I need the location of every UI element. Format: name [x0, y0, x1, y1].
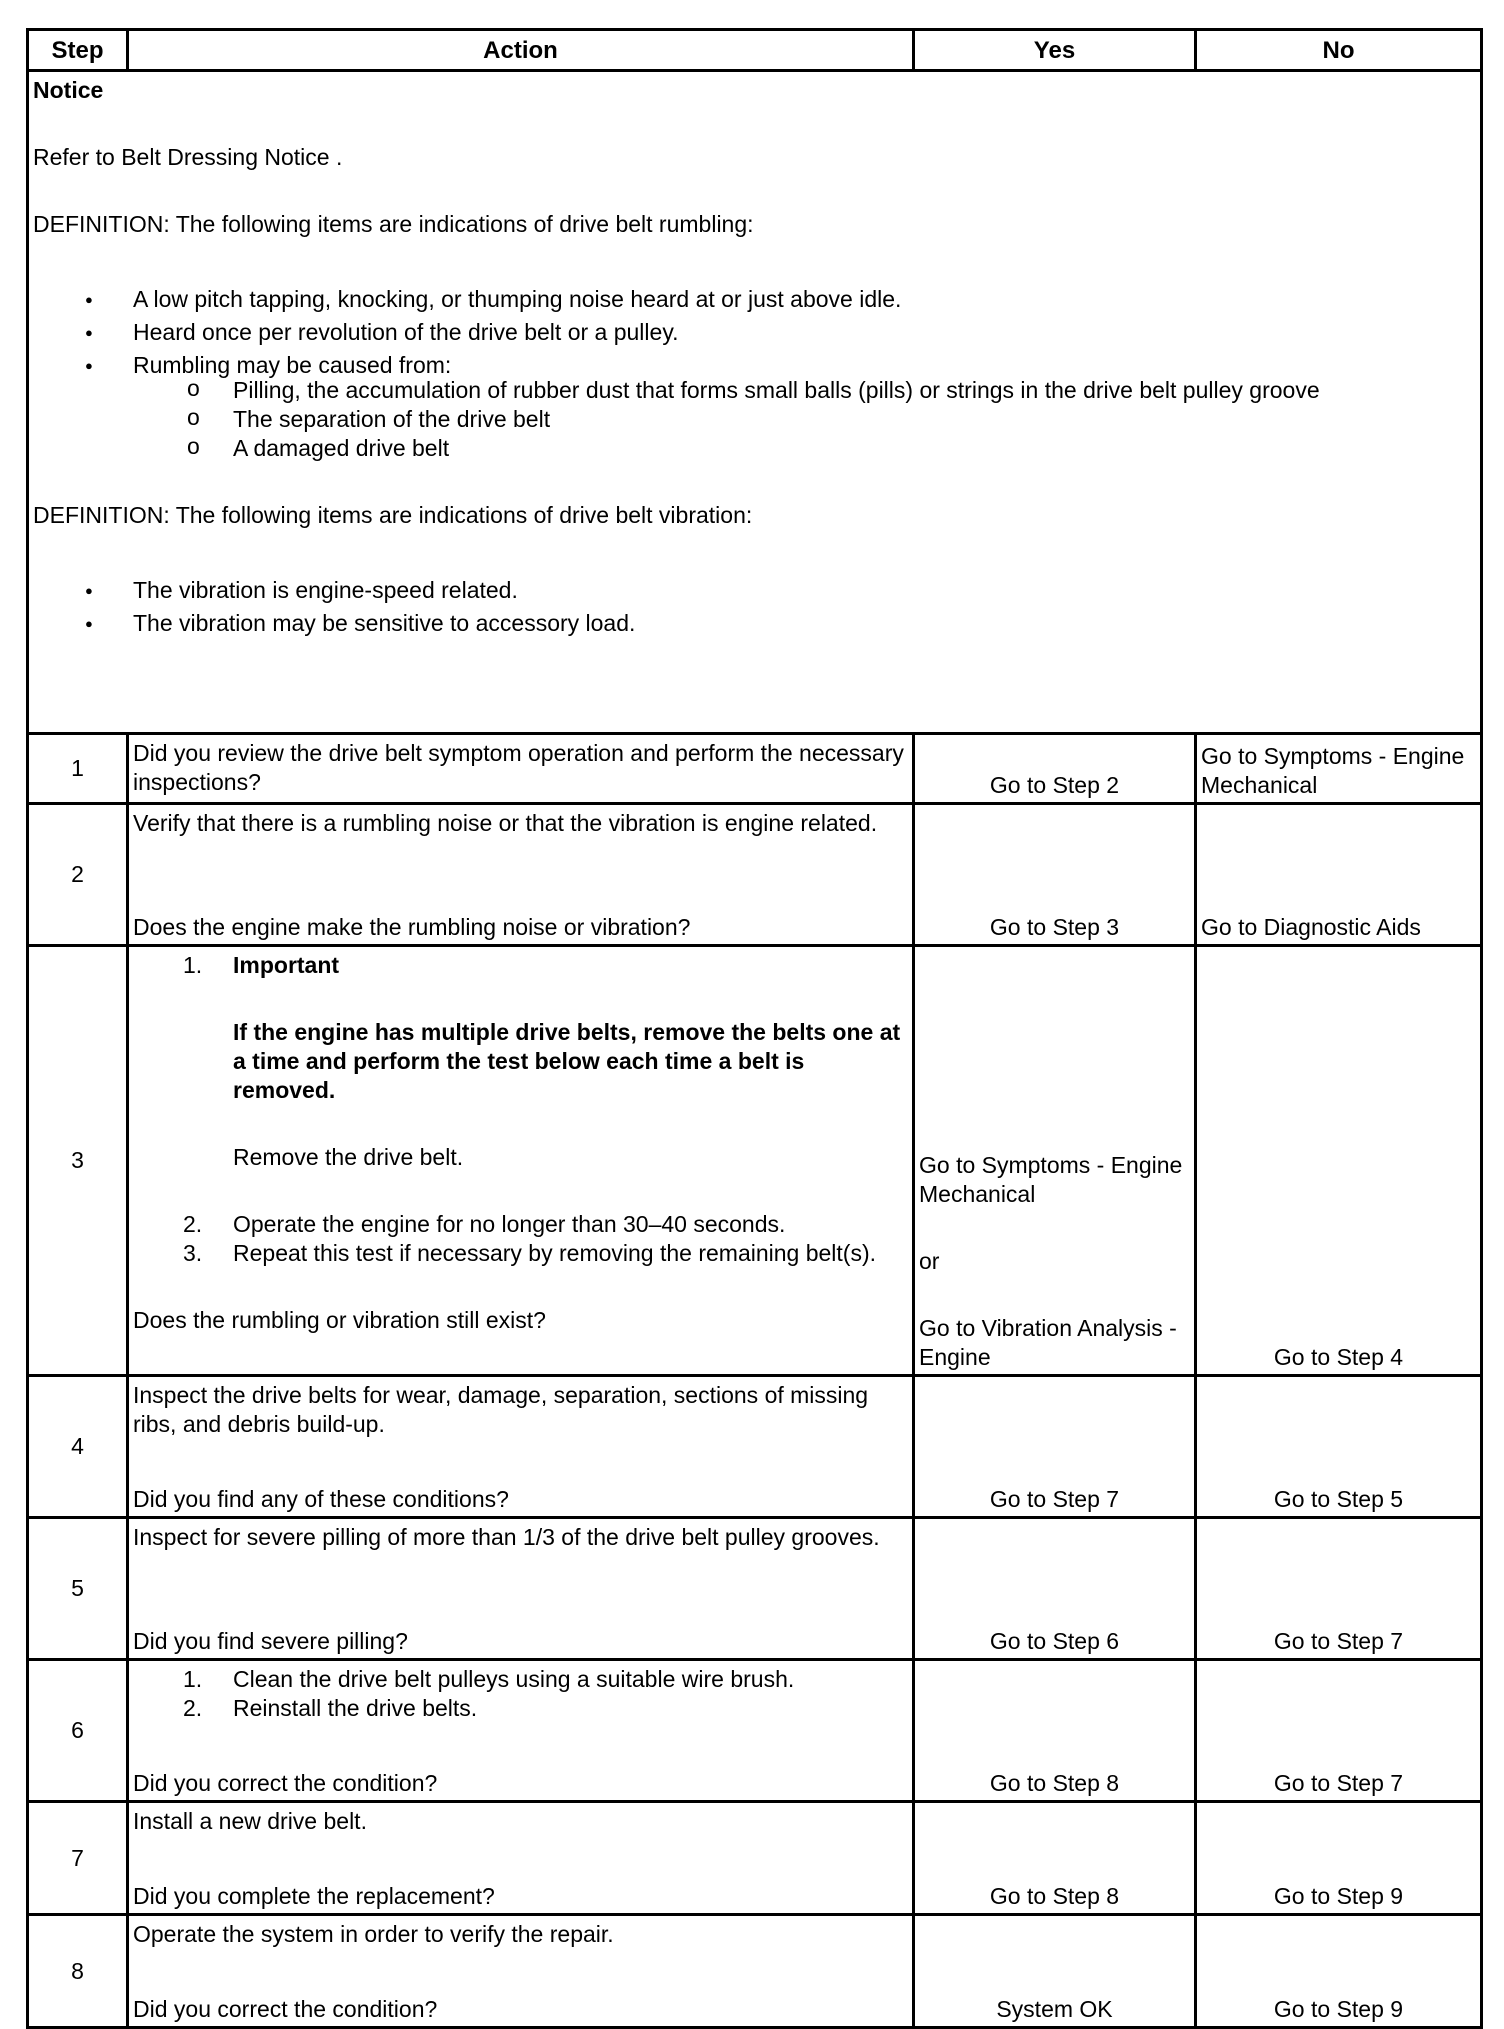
action-question: Does the engine make the rumbling noise or vibration? [133, 914, 691, 940]
list-number: 2. [183, 1211, 203, 1237]
vibration-list [33, 574, 1480, 640]
rumbling-list [33, 283, 1480, 463]
list-item [133, 951, 908, 1210]
table-row [28, 1915, 1482, 2028]
action-cell [128, 946, 914, 1376]
step-text: Clean the drive belt pulleys using a suitable wire brush. [233, 1666, 795, 1692]
list-number: 1. [183, 952, 203, 978]
notice-title: Notice [33, 77, 104, 103]
header-action: Action [128, 30, 914, 71]
definition-vibration: DEFINITION: The following items are indications of drive belt vibration: [33, 502, 753, 528]
action-cell [128, 1802, 914, 1915]
rumbling-causes-list [133, 376, 1480, 463]
action-question: Does the rumbling or vibration still exist? [133, 1307, 546, 1333]
list-item [33, 376, 1480, 405]
step-number: 5 [28, 1518, 128, 1660]
header-row [28, 30, 1482, 71]
list-item: ● The vibration may be sensitive to accessory load. [33, 607, 1480, 640]
definition-rumbling: DEFINITION: The following items are indications of drive belt rumbling: [33, 211, 754, 237]
list-item-text: Rumbling may be caused from: [133, 352, 452, 378]
action-text: Inspect for severe pilling of more than 1/3 of the drive belt pulley grooves. [133, 1524, 880, 1550]
action-question: Did you complete the replacement? [133, 1883, 495, 1909]
table-row [28, 734, 1482, 804]
action-question: Did you correct the condition? [133, 1770, 438, 1796]
action-question: Did you correct the condition? [133, 1996, 438, 2022]
cause-text: o Pilling, the accumulation of rubber dust that forms small balls (pills) or strings in the drive belt pulley groove [233, 377, 1320, 403]
yes-result: Go to Step 8 [914, 1660, 1196, 1802]
notice-row [28, 71, 1482, 734]
step-number: 1 [28, 734, 128, 804]
no-result: Go to Step 4 [1196, 946, 1482, 1376]
no-result: Go to Step 7 [1196, 1518, 1482, 1660]
yes-result: Go to Step 6 [914, 1518, 1196, 1660]
notice-refer: Refer to Belt Dressing Notice . [33, 144, 343, 170]
list-item: ● Heard once per revolution of the drive belt or a pulley. [33, 316, 1480, 349]
action-text: Operate the system in order to verify the repair. [133, 1921, 614, 1947]
table-row [28, 1660, 1482, 1802]
list-number: 2. [183, 1695, 203, 1721]
important-text: If the engine has multiple drive belts, remove the belts one at a time and perform the test below each time a belt is removed. [233, 1019, 901, 1103]
yes-result: Go to Step 7 [914, 1376, 1196, 1518]
action-text: Did you review the drive belt symptom operation and perform the necessary inspections? [128, 734, 914, 804]
action-cell [128, 804, 914, 946]
notice-cell [28, 71, 1482, 734]
table-row [28, 946, 1482, 1376]
action-cell [128, 1518, 914, 1660]
list-number: 1. [183, 1666, 203, 1692]
yes-result: System OK [914, 1915, 1196, 2028]
list-item: ● The vibration is engine-speed related. [33, 574, 1480, 607]
step-number: 3 [28, 946, 128, 1376]
remove-text: Remove the drive belt. [233, 1144, 464, 1170]
action-cell [128, 1376, 914, 1518]
no-result: Go to Step 7 [1196, 1660, 1482, 1802]
action-text: Install a new drive belt. [133, 1808, 367, 1834]
list-item [133, 1210, 908, 1239]
action-question: Did you find any of these conditions? [133, 1486, 509, 1512]
header-step: Step [28, 30, 128, 71]
list-item [133, 1665, 908, 1694]
step-number: 8 [28, 1915, 128, 2028]
no-result: Go to Diagnostic Aids [1196, 804, 1482, 946]
header-no: No [1196, 30, 1482, 71]
step-number: 4 [28, 1376, 128, 1518]
no-result: Go to Symptoms - Engine Mechanical [1196, 734, 1482, 804]
action-cell [128, 1915, 914, 2028]
table-row [28, 804, 1482, 946]
diagnostic-table [26, 28, 1483, 2029]
steps-list [133, 1665, 908, 1723]
step-number: 2 [28, 804, 128, 946]
yes-result: Go to Symptoms - Engine Mechanical [919, 1152, 1183, 1207]
no-result: Go to Step 5 [1196, 1376, 1482, 1518]
list-number: 3. [183, 1240, 203, 1266]
step-number: 7 [28, 1802, 128, 1915]
yes-result: Go to Vibration Analysis - Engine [919, 1315, 1177, 1370]
action-text: Verify that there is a rumbling noise or that the vibration is engine related. [133, 810, 878, 836]
list-item: ● A low pitch tapping, knocking, or thumping noise heard at or just above idle. [33, 283, 1480, 316]
step-text: Reinstall the drive belts. [233, 1695, 478, 1721]
list-item [33, 434, 1480, 463]
action-text: Inspect the drive belts for wear, damage, separation, sections of missing ribs, and debris build-up. [133, 1382, 869, 1437]
table-row [28, 1802, 1482, 1915]
list-item [33, 349, 1480, 463]
step-text: Repeat this test if necessary by removing the remaining belt(s). [233, 1240, 877, 1266]
list-item [33, 405, 1480, 434]
no-result: Go to Step 9 [1196, 1802, 1482, 1915]
cause-text: o The separation of the drive belt [233, 406, 551, 432]
cause-text: o A damaged drive belt [233, 435, 450, 461]
list-item [133, 1694, 908, 1723]
action-cell [128, 1660, 914, 1802]
yes-result: Go to Step 3 [914, 804, 1196, 946]
yes-cell [914, 946, 1196, 1376]
step-number: 6 [28, 1660, 128, 1802]
important-label: Important [233, 952, 340, 978]
yes-result: Go to Step 8 [914, 1802, 1196, 1915]
list-item [133, 1239, 908, 1268]
yes-or: or [919, 1248, 940, 1274]
header-yes: Yes [914, 30, 1196, 71]
action-question: Did you find severe pilling? [133, 1628, 408, 1654]
steps-list [133, 951, 908, 1268]
yes-result: Go to Step 2 [914, 734, 1196, 804]
table-row [28, 1376, 1482, 1518]
step-text: Operate the engine for no longer than 30–40 seconds. [233, 1211, 786, 1237]
no-result: Go to Step 9 [1196, 1915, 1482, 2028]
table-row [28, 1518, 1482, 1660]
